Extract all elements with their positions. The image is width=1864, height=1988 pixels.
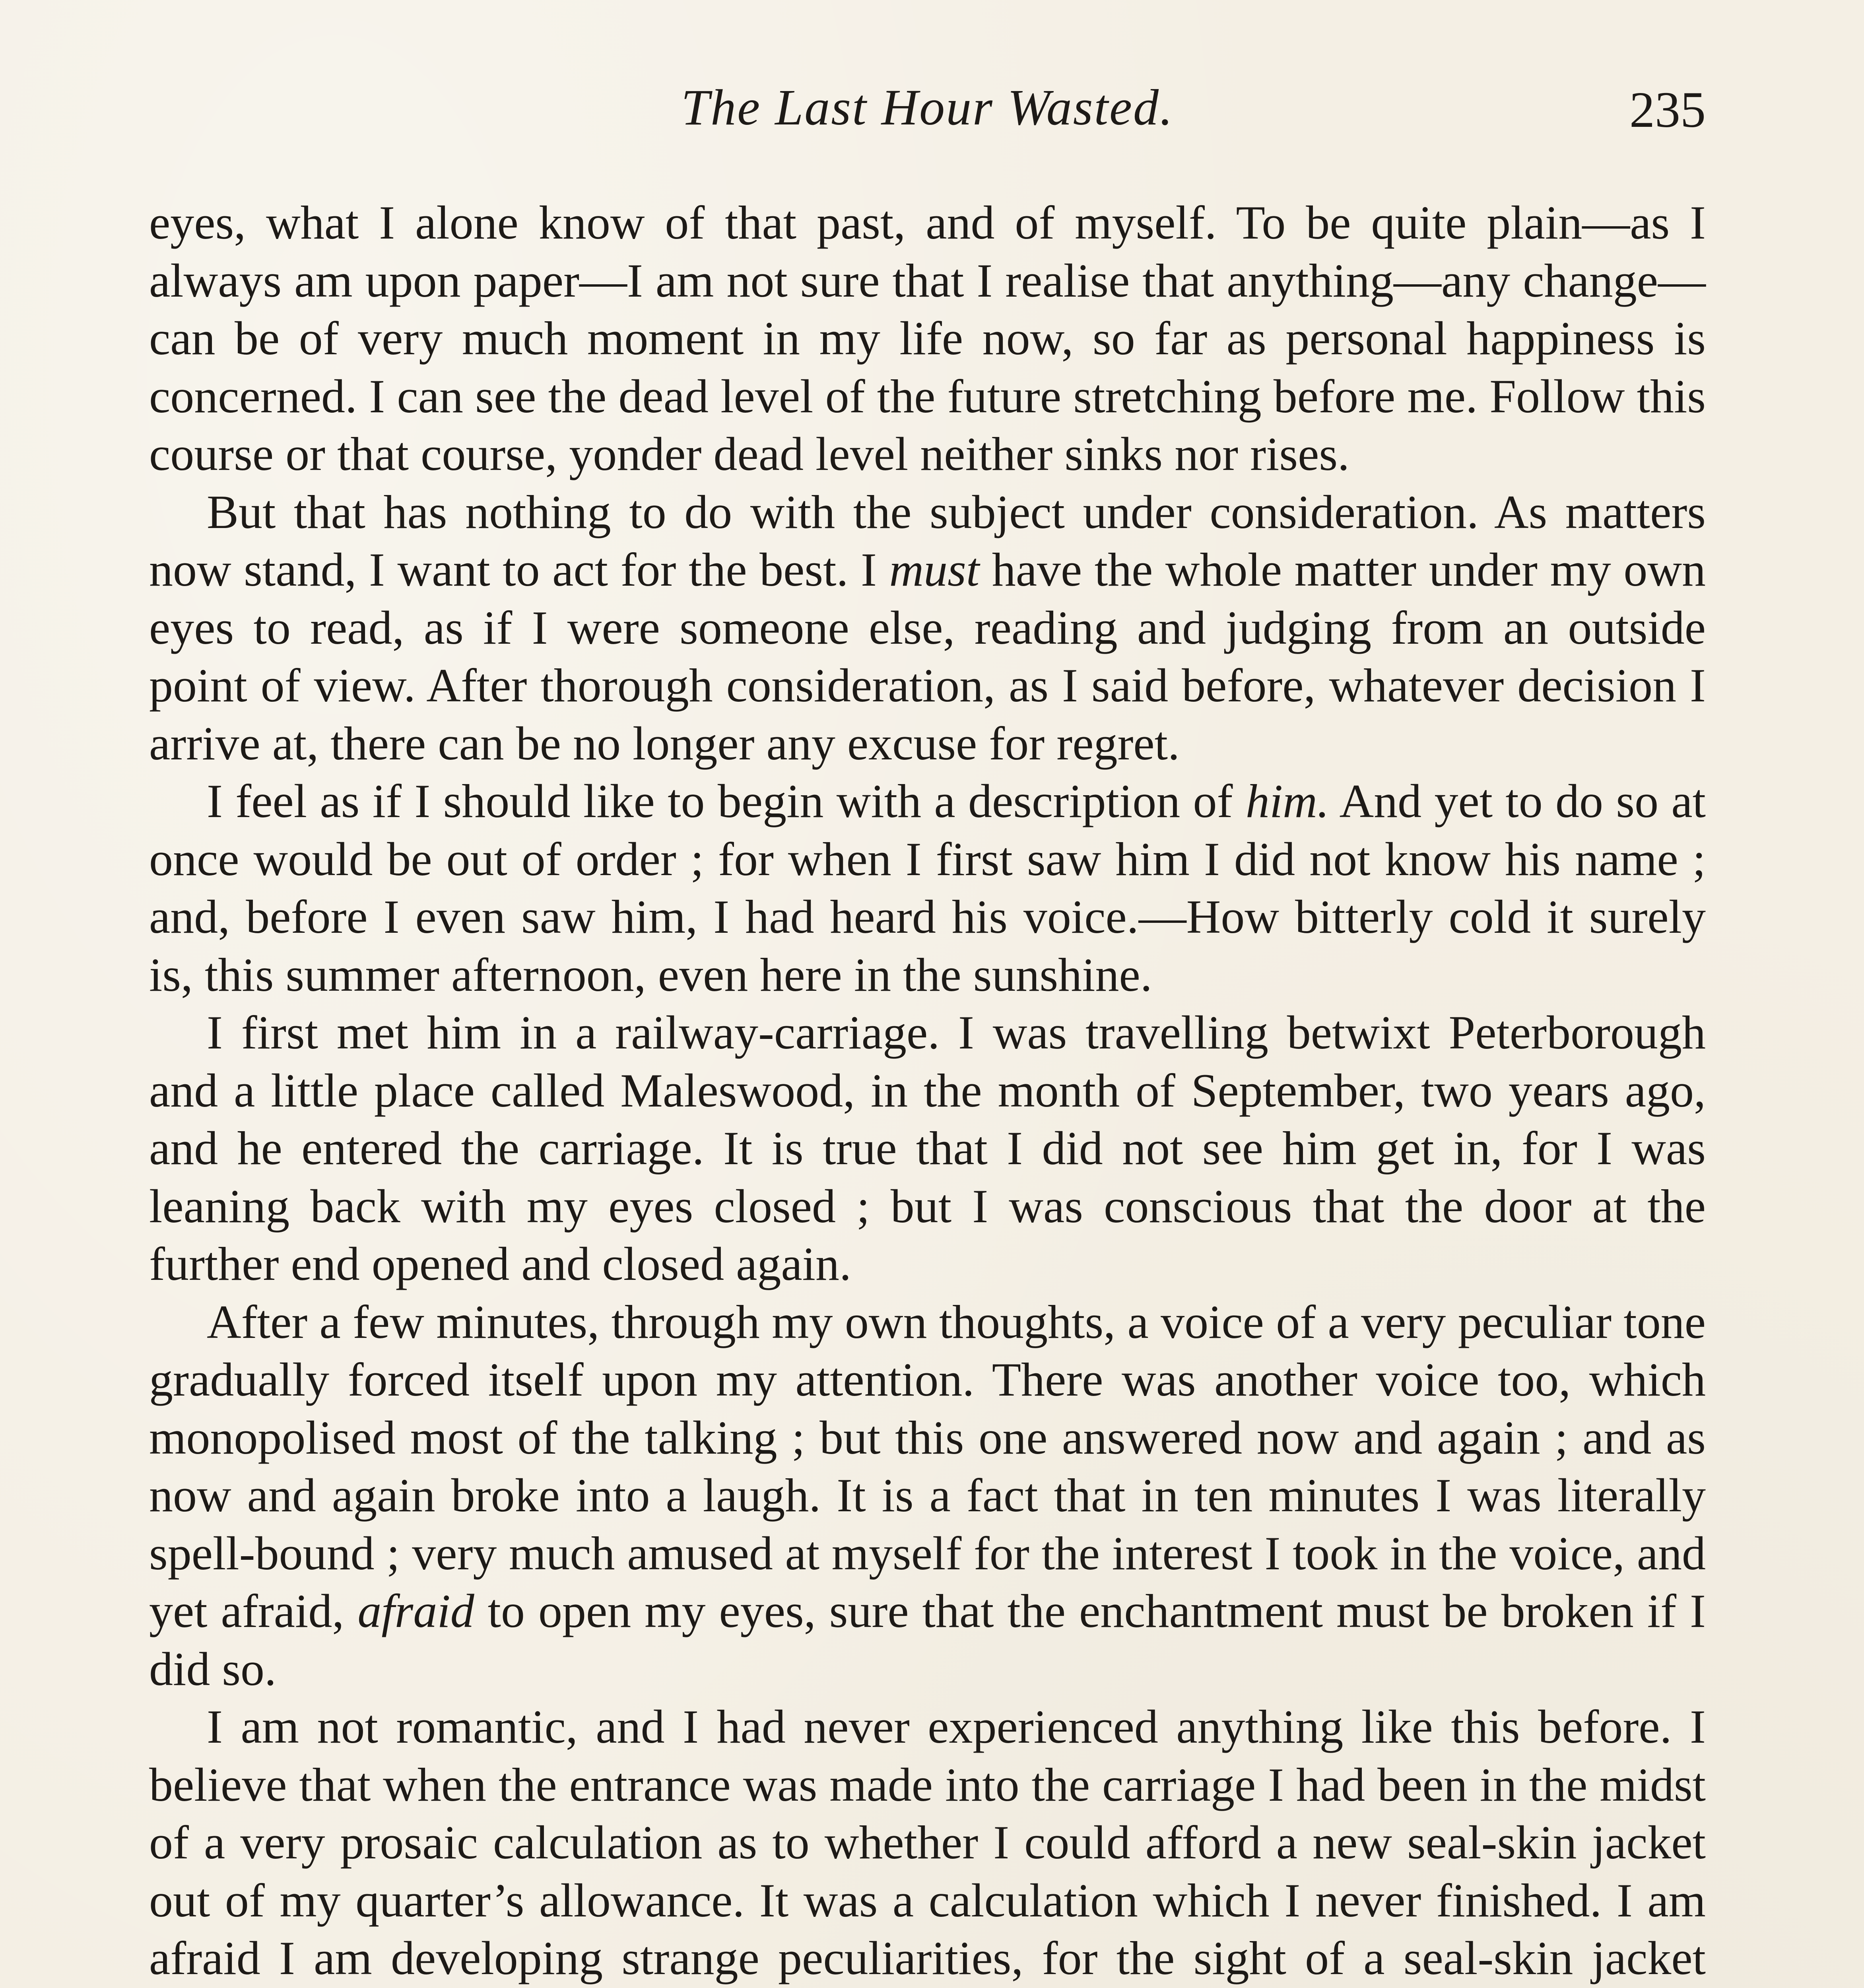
running-title: The Last Hour Wasted. — [681, 79, 1174, 136]
paragraph-3-text-b: And yet to do so at once would be out of order ; for when I first saw him I did not know his name ; and, before I even saw him, I had heard his voice.—How bitterly cold it surely is, this summer afternoon, even here in the sunshine. — [149, 775, 1706, 1001]
paragraph-5-text-a: After a few minutes, through my own thoughts, a voice of a very peculiar tone gradually forced itself upon my attention. There was another voice too, which monopolised most of the talking ; but this one answered now and again ; and as now and again broke into a laugh. It is a fact that in ten minutes I was literally spell-bound ; very much amused at myself for the interest I took in the voice, and yet afraid, — [149, 1295, 1706, 1637]
page-number: 235 — [1629, 82, 1706, 138]
paragraph-2-emphasis: must — [889, 543, 980, 596]
paragraph-2-text-b: have the whole matter under my own eyes to read, as if I were someone else, reading and judging from an outside point of view. After thorough consideration, as I said before, whatever decision I arrive at, there can be no longer any excuse for regret. — [149, 543, 1706, 770]
paragraph-3-text-a: I feel as if I should like to begin with a description of — [207, 775, 1246, 827]
paragraph-3-emphasis: him. — [1245, 775, 1329, 827]
paragraph-5 — [149, 1293, 1706, 1698]
paragraph-4-text: I first met him in a railway-carriage. I was travelling betwixt Peterborough and a little place called Maleswood, in the month of September, two years ago, and he entered the carriage. It is true that I did not see him get in, for I was leaning back with my eyes closed ; but I was conscious that the door at the further end opened and closed again. — [149, 1006, 1706, 1290]
paragraph-5-emphasis: afraid — [357, 1584, 474, 1637]
paragraph-4 — [149, 1004, 1706, 1293]
page-header — [149, 78, 1706, 157]
paragraph-6-text: I am not romantic, and I had never experienced anything like this before. I believe that when the entrance was made into the carriage I had been in the midst of a very prosaic calculation as to whether I could afford a new seal-skin jacket out of my quarter’s allowance. It was a calculation which I never finished. I am afraid I am developing strange peculiarities, for the sight of a seal-skin jacket — [149, 1700, 1706, 1984]
paragraph-2 — [149, 483, 1706, 773]
paragraph-5-text-b: to open my eyes, sure that the enchantment must be broken if I did so. — [149, 1584, 1706, 1695]
paragraph-2-text-a: But that has nothing to do with the subject under consideration. As matters now stand, I want to act for the best. I — [149, 485, 1706, 596]
paragraph-1-text: eyes, what I alone know of that past, and of myself. To be quite plain—as I always am upon paper—I am not sure that I realise that anything—any change—can be of very much moment in my life now, so far as personal happiness is concerned. I can see the dead level of the future stretching before me. Follow this course or that course, yonder dead level neither sinks nor rises. — [149, 196, 1706, 480]
body-text — [149, 194, 1706, 1988]
paragraph-3 — [149, 772, 1706, 1004]
paragraph-1 — [149, 194, 1706, 483]
paragraph-6 — [149, 1698, 1706, 1988]
